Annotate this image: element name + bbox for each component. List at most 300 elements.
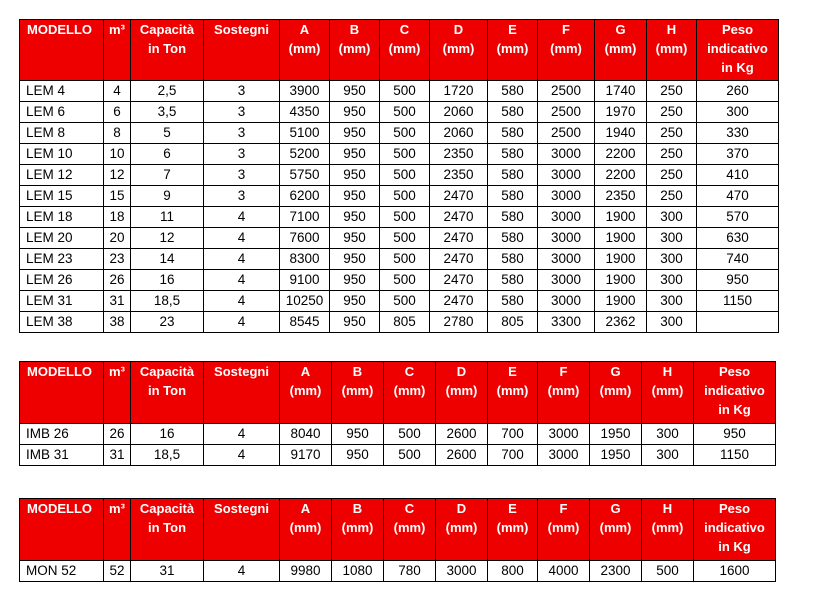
cell-b: 950 bbox=[330, 291, 380, 312]
header-a-line: (mm) bbox=[289, 383, 322, 398]
header-e-line: E bbox=[508, 364, 517, 379]
cell-b: 950 bbox=[330, 144, 380, 165]
cell-peso: 370 bbox=[697, 144, 779, 165]
cell-h: 300 bbox=[647, 207, 697, 228]
header-d-line: D bbox=[456, 364, 467, 379]
cell-g: 1950 bbox=[590, 424, 642, 445]
cell-e: 580 bbox=[488, 249, 538, 270]
cell-f: 3000 bbox=[538, 270, 595, 291]
header-row bbox=[20, 362, 776, 424]
cell-m3: 8 bbox=[104, 123, 131, 144]
lem-models-table bbox=[19, 19, 779, 333]
header-g bbox=[595, 20, 647, 81]
header-g-line: G bbox=[610, 364, 621, 379]
cell-h: 300 bbox=[642, 424, 694, 445]
cell-sostegni: 4 bbox=[204, 207, 280, 228]
cell-g: 1900 bbox=[595, 207, 647, 228]
cell-m3: 52 bbox=[104, 561, 131, 582]
cell-sostegni: 4 bbox=[204, 270, 280, 291]
cell-modello: LEM 12 bbox=[20, 165, 104, 186]
cell-a: 8545 bbox=[280, 312, 330, 333]
table-row bbox=[20, 445, 776, 466]
header-capacita-line: Capacità bbox=[139, 501, 195, 516]
cell-sostegni: 4 bbox=[204, 424, 280, 445]
cell-e: 580 bbox=[488, 123, 538, 144]
cell-modello: LEM 26 bbox=[20, 270, 104, 291]
cell-modello: LEM 38 bbox=[20, 312, 104, 333]
cell-b: 950 bbox=[330, 270, 380, 291]
cell-m3: 18 bbox=[104, 207, 131, 228]
header-b bbox=[330, 20, 380, 81]
header-b-line: (mm) bbox=[341, 520, 374, 535]
header-f bbox=[538, 20, 595, 81]
cell-sostegni: 3 bbox=[204, 81, 280, 102]
cell-c: 500 bbox=[380, 165, 430, 186]
cell-e: 580 bbox=[488, 228, 538, 249]
cell-b: 950 bbox=[330, 102, 380, 123]
cell-f: 2500 bbox=[538, 102, 595, 123]
cell-sostegni: 3 bbox=[204, 144, 280, 165]
header-a-line: A bbox=[300, 364, 311, 379]
header-m3: m³ bbox=[104, 362, 131, 424]
header-capacita-line: Capacità bbox=[139, 22, 195, 37]
header-c bbox=[384, 499, 436, 561]
cell-h: 300 bbox=[647, 312, 697, 333]
header-e-line: E bbox=[508, 501, 517, 516]
header-f-line: F bbox=[559, 501, 568, 516]
header-a-line: A bbox=[300, 501, 311, 516]
header-row bbox=[20, 20, 779, 81]
header-peso-line: indicativo bbox=[704, 383, 765, 398]
cell-d: 3000 bbox=[436, 561, 488, 582]
cell-a: 5750 bbox=[280, 165, 330, 186]
cell-sostegni: 3 bbox=[204, 123, 280, 144]
cell-sostegni: 3 bbox=[204, 186, 280, 207]
header-h-line: (mm) bbox=[651, 520, 684, 535]
table-row bbox=[20, 102, 779, 123]
cell-peso: 410 bbox=[697, 165, 779, 186]
cell-a: 9980 bbox=[280, 561, 332, 582]
cell-peso: 630 bbox=[697, 228, 779, 249]
cell-g: 1900 bbox=[595, 249, 647, 270]
cell-b: 950 bbox=[330, 186, 380, 207]
cell-d: 2060 bbox=[430, 123, 488, 144]
header-c-line: (mm) bbox=[393, 383, 426, 398]
cell-capacita: 31 bbox=[131, 561, 204, 582]
cell-m3: 31 bbox=[104, 445, 131, 466]
header-m3: m³ bbox=[104, 20, 131, 81]
table-row bbox=[20, 165, 779, 186]
cell-capacita: 7 bbox=[131, 165, 204, 186]
cell-f: 3000 bbox=[538, 144, 595, 165]
header-peso-line: indicativo bbox=[704, 520, 765, 535]
header-peso bbox=[694, 499, 776, 561]
cell-capacita: 9 bbox=[131, 186, 204, 207]
header-capacita-line: in Ton bbox=[147, 383, 187, 398]
cell-e: 580 bbox=[488, 270, 538, 291]
table-row bbox=[20, 81, 779, 102]
cell-b: 950 bbox=[330, 207, 380, 228]
cell-peso: 570 bbox=[697, 207, 779, 228]
cell-h: 500 bbox=[642, 561, 694, 582]
cell-d: 2470 bbox=[430, 270, 488, 291]
cell-g: 1740 bbox=[595, 81, 647, 102]
cell-c: 805 bbox=[380, 312, 430, 333]
header-d-line: D bbox=[453, 22, 464, 37]
cell-sostegni: 3 bbox=[204, 102, 280, 123]
cell-peso: 470 bbox=[697, 186, 779, 207]
header-e-line: E bbox=[508, 22, 517, 37]
cell-c: 500 bbox=[380, 291, 430, 312]
cell-c: 500 bbox=[380, 186, 430, 207]
cell-capacita: 12 bbox=[131, 228, 204, 249]
cell-m3: 26 bbox=[104, 270, 131, 291]
cell-modello: LEM 23 bbox=[20, 249, 104, 270]
header-peso-line: indicativo bbox=[707, 41, 768, 56]
cell-sostegni: 4 bbox=[204, 291, 280, 312]
header-h-line: H bbox=[666, 22, 677, 37]
header-modello: MODELLO bbox=[20, 362, 104, 424]
header-h bbox=[642, 499, 694, 561]
header-a-line: (mm) bbox=[289, 520, 322, 535]
cell-h: 250 bbox=[647, 123, 697, 144]
cell-h: 250 bbox=[647, 165, 697, 186]
cell-b: 950 bbox=[330, 228, 380, 249]
cell-a: 8300 bbox=[280, 249, 330, 270]
cell-modello: LEM 6 bbox=[20, 102, 104, 123]
cell-a: 9100 bbox=[280, 270, 330, 291]
header-sostegni: Sostegni bbox=[204, 499, 280, 561]
header-d-line: D bbox=[456, 501, 467, 516]
header-e-line: (mm) bbox=[496, 41, 529, 56]
cell-e: 580 bbox=[488, 207, 538, 228]
cell-h: 300 bbox=[647, 270, 697, 291]
cell-f: 2500 bbox=[538, 81, 595, 102]
cell-c: 500 bbox=[380, 207, 430, 228]
cell-g: 1970 bbox=[595, 102, 647, 123]
cell-b: 950 bbox=[330, 312, 380, 333]
header-c-line: C bbox=[404, 501, 415, 516]
header-f-line: F bbox=[559, 364, 568, 379]
header-sostegni: Sostegni bbox=[204, 362, 280, 424]
cell-modello: LEM 31 bbox=[20, 291, 104, 312]
header-capacita-line: in Ton bbox=[147, 520, 187, 535]
header-h bbox=[642, 362, 694, 424]
table-row bbox=[20, 123, 779, 144]
cell-c: 500 bbox=[380, 144, 430, 165]
cell-c: 500 bbox=[380, 270, 430, 291]
cell-capacita: 5 bbox=[131, 123, 204, 144]
header-peso bbox=[697, 20, 779, 81]
cell-d: 2470 bbox=[430, 249, 488, 270]
cell-c: 780 bbox=[384, 561, 436, 582]
header-f bbox=[538, 362, 590, 424]
cell-m3: 31 bbox=[104, 291, 131, 312]
cell-modello: LEM 20 bbox=[20, 228, 104, 249]
header-c bbox=[384, 362, 436, 424]
cell-e: 805 bbox=[488, 312, 538, 333]
header-d-line: (mm) bbox=[445, 383, 478, 398]
table-row bbox=[20, 312, 779, 333]
header-c bbox=[380, 20, 430, 81]
cell-b: 950 bbox=[330, 123, 380, 144]
table-row bbox=[20, 270, 779, 291]
cell-g: 1950 bbox=[590, 445, 642, 466]
cell-f: 3000 bbox=[538, 445, 590, 466]
header-c-line: (mm) bbox=[393, 520, 426, 535]
cell-f: 3000 bbox=[538, 424, 590, 445]
cell-peso: 950 bbox=[697, 270, 779, 291]
header-h-line: (mm) bbox=[651, 383, 684, 398]
header-f-line: (mm) bbox=[547, 520, 580, 535]
cell-d: 2350 bbox=[430, 165, 488, 186]
cell-sostegni: 4 bbox=[204, 561, 280, 582]
header-d-line: (mm) bbox=[442, 41, 475, 56]
imb-models-table bbox=[19, 361, 776, 466]
cell-f: 3000 bbox=[538, 291, 595, 312]
header-g-line: (mm) bbox=[604, 41, 637, 56]
table-row bbox=[20, 207, 779, 228]
header-b-line: (mm) bbox=[338, 41, 371, 56]
cell-a: 5200 bbox=[280, 144, 330, 165]
cell-e: 700 bbox=[488, 424, 538, 445]
cell-a: 3900 bbox=[280, 81, 330, 102]
header-row bbox=[20, 499, 776, 561]
cell-e: 700 bbox=[488, 445, 538, 466]
header-modello: MODELLO bbox=[20, 20, 104, 81]
cell-a: 10250 bbox=[280, 291, 330, 312]
cell-capacita: 6 bbox=[131, 144, 204, 165]
cell-sostegni: 4 bbox=[204, 445, 280, 466]
cell-m3: 38 bbox=[104, 312, 131, 333]
cell-c: 500 bbox=[384, 445, 436, 466]
header-e bbox=[488, 362, 538, 424]
cell-h: 250 bbox=[647, 81, 697, 102]
cell-peso: 1600 bbox=[694, 561, 776, 582]
cell-capacita: 14 bbox=[131, 249, 204, 270]
header-b-line: B bbox=[352, 364, 363, 379]
cell-h: 250 bbox=[647, 144, 697, 165]
mon-models-table bbox=[19, 498, 776, 582]
table-row bbox=[20, 186, 779, 207]
cell-e: 580 bbox=[488, 186, 538, 207]
header-a bbox=[280, 362, 332, 424]
header-capacita bbox=[131, 20, 204, 81]
header-g-line: G bbox=[615, 22, 626, 37]
cell-a: 5100 bbox=[280, 123, 330, 144]
cell-b: 950 bbox=[332, 424, 384, 445]
header-f bbox=[538, 499, 590, 561]
header-peso-line: in Kg bbox=[718, 402, 751, 417]
header-f-line: (mm) bbox=[547, 383, 580, 398]
cell-sostegni: 4 bbox=[204, 249, 280, 270]
table-row bbox=[20, 561, 776, 582]
cell-sostegni: 3 bbox=[204, 165, 280, 186]
header-peso-line: in Kg bbox=[721, 60, 754, 75]
cell-modello: LEM 15 bbox=[20, 186, 104, 207]
header-g-line: G bbox=[610, 501, 621, 516]
cell-a: 6200 bbox=[280, 186, 330, 207]
cell-c: 500 bbox=[380, 81, 430, 102]
cell-g: 2350 bbox=[595, 186, 647, 207]
cell-capacita: 18,5 bbox=[131, 445, 204, 466]
cell-e: 580 bbox=[488, 144, 538, 165]
cell-h: 250 bbox=[647, 102, 697, 123]
cell-d: 2350 bbox=[430, 144, 488, 165]
cell-d: 2600 bbox=[436, 424, 488, 445]
cell-b: 950 bbox=[330, 165, 380, 186]
header-peso-line: Peso bbox=[718, 501, 751, 516]
cell-m3: 12 bbox=[104, 165, 131, 186]
header-d bbox=[430, 20, 488, 81]
cell-g: 2200 bbox=[595, 165, 647, 186]
cell-peso: 950 bbox=[694, 424, 776, 445]
table-row bbox=[20, 144, 779, 165]
cell-m3: 26 bbox=[104, 424, 131, 445]
header-c-line: C bbox=[399, 22, 410, 37]
cell-peso: 1150 bbox=[694, 445, 776, 466]
header-g-line: (mm) bbox=[599, 520, 632, 535]
header-m3: m³ bbox=[104, 499, 131, 561]
header-d-line: (mm) bbox=[445, 520, 478, 535]
cell-f: 3000 bbox=[538, 207, 595, 228]
header-b-line: B bbox=[352, 501, 363, 516]
cell-g: 2300 bbox=[590, 561, 642, 582]
cell-b: 1080 bbox=[332, 561, 384, 582]
header-b-line: B bbox=[349, 22, 360, 37]
cell-modello: LEM 4 bbox=[20, 81, 104, 102]
cell-peso: 330 bbox=[697, 123, 779, 144]
cell-f: 3300 bbox=[538, 312, 595, 333]
cell-modello: IMB 26 bbox=[20, 424, 104, 445]
cell-peso bbox=[697, 312, 779, 333]
cell-capacita: 16 bbox=[131, 270, 204, 291]
header-h-line: H bbox=[662, 364, 673, 379]
cell-peso: 740 bbox=[697, 249, 779, 270]
cell-d: 2470 bbox=[430, 186, 488, 207]
table-row bbox=[20, 291, 779, 312]
cell-f: 3000 bbox=[538, 165, 595, 186]
header-e bbox=[488, 499, 538, 561]
cell-d: 2470 bbox=[430, 291, 488, 312]
cell-h: 300 bbox=[647, 249, 697, 270]
cell-capacita: 11 bbox=[131, 207, 204, 228]
cell-modello: LEM 18 bbox=[20, 207, 104, 228]
cell-m3: 10 bbox=[104, 144, 131, 165]
header-modello: MODELLO bbox=[20, 499, 104, 561]
cell-a: 7100 bbox=[280, 207, 330, 228]
cell-f: 3000 bbox=[538, 228, 595, 249]
cell-m3: 23 bbox=[104, 249, 131, 270]
cell-f: 2500 bbox=[538, 123, 595, 144]
cell-capacita: 23 bbox=[131, 312, 204, 333]
cell-c: 500 bbox=[384, 424, 436, 445]
header-peso-line: Peso bbox=[721, 22, 754, 37]
cell-a: 8040 bbox=[280, 424, 332, 445]
cell-peso: 300 bbox=[697, 102, 779, 123]
cell-d: 1720 bbox=[430, 81, 488, 102]
table-row bbox=[20, 249, 779, 270]
cell-c: 500 bbox=[380, 228, 430, 249]
header-a-line: A bbox=[299, 22, 310, 37]
header-g-line: (mm) bbox=[599, 383, 632, 398]
cell-h: 300 bbox=[647, 291, 697, 312]
table-row bbox=[20, 228, 779, 249]
cell-capacita: 3,5 bbox=[131, 102, 204, 123]
cell-e: 580 bbox=[488, 291, 538, 312]
cell-capacita: 16 bbox=[131, 424, 204, 445]
cell-g: 1900 bbox=[595, 228, 647, 249]
header-b bbox=[332, 362, 384, 424]
cell-d: 2470 bbox=[430, 228, 488, 249]
header-peso bbox=[694, 362, 776, 424]
header-capacita bbox=[131, 362, 204, 424]
cell-e: 580 bbox=[488, 165, 538, 186]
header-capacita bbox=[131, 499, 204, 561]
cell-c: 500 bbox=[380, 123, 430, 144]
header-b bbox=[332, 499, 384, 561]
cell-modello: LEM 10 bbox=[20, 144, 104, 165]
cell-e: 580 bbox=[488, 102, 538, 123]
header-g bbox=[590, 362, 642, 424]
cell-peso: 260 bbox=[697, 81, 779, 102]
cell-d: 2780 bbox=[430, 312, 488, 333]
cell-modello: MON 52 bbox=[20, 561, 104, 582]
cell-h: 250 bbox=[647, 186, 697, 207]
cell-m3: 20 bbox=[104, 228, 131, 249]
cell-b: 950 bbox=[330, 81, 380, 102]
cell-f: 3000 bbox=[538, 186, 595, 207]
header-h-line: (mm) bbox=[655, 41, 688, 56]
cell-a: 7600 bbox=[280, 228, 330, 249]
header-a bbox=[280, 499, 332, 561]
cell-m3: 4 bbox=[104, 81, 131, 102]
cell-modello: IMB 31 bbox=[20, 445, 104, 466]
cell-capacita: 18,5 bbox=[131, 291, 204, 312]
header-capacita-line: Capacità bbox=[139, 364, 195, 379]
cell-d: 2600 bbox=[436, 445, 488, 466]
header-a-line: (mm) bbox=[288, 41, 321, 56]
cell-sostegni: 4 bbox=[204, 312, 280, 333]
cell-g: 2200 bbox=[595, 144, 647, 165]
header-e-line: (mm) bbox=[496, 383, 529, 398]
header-c-line: C bbox=[404, 364, 415, 379]
header-peso-line: Peso bbox=[718, 364, 751, 379]
cell-e: 580 bbox=[488, 81, 538, 102]
header-b-line: (mm) bbox=[341, 383, 374, 398]
cell-g: 1940 bbox=[595, 123, 647, 144]
cell-f: 3000 bbox=[538, 249, 595, 270]
header-sostegni: Sostegni bbox=[204, 20, 280, 81]
cell-h: 300 bbox=[642, 445, 694, 466]
cell-b: 950 bbox=[330, 249, 380, 270]
header-d bbox=[436, 499, 488, 561]
header-c-line: (mm) bbox=[388, 41, 421, 56]
cell-d: 2060 bbox=[430, 102, 488, 123]
header-peso-line: in Kg bbox=[718, 539, 751, 554]
cell-sostegni: 4 bbox=[204, 228, 280, 249]
cell-capacita: 2,5 bbox=[131, 81, 204, 102]
cell-g: 2362 bbox=[595, 312, 647, 333]
cell-f: 4000 bbox=[538, 561, 590, 582]
cell-e: 800 bbox=[488, 561, 538, 582]
header-d bbox=[436, 362, 488, 424]
header-a bbox=[280, 20, 330, 81]
header-e bbox=[488, 20, 538, 81]
cell-g: 1900 bbox=[595, 291, 647, 312]
cell-m3: 15 bbox=[104, 186, 131, 207]
cell-modello: LEM 8 bbox=[20, 123, 104, 144]
